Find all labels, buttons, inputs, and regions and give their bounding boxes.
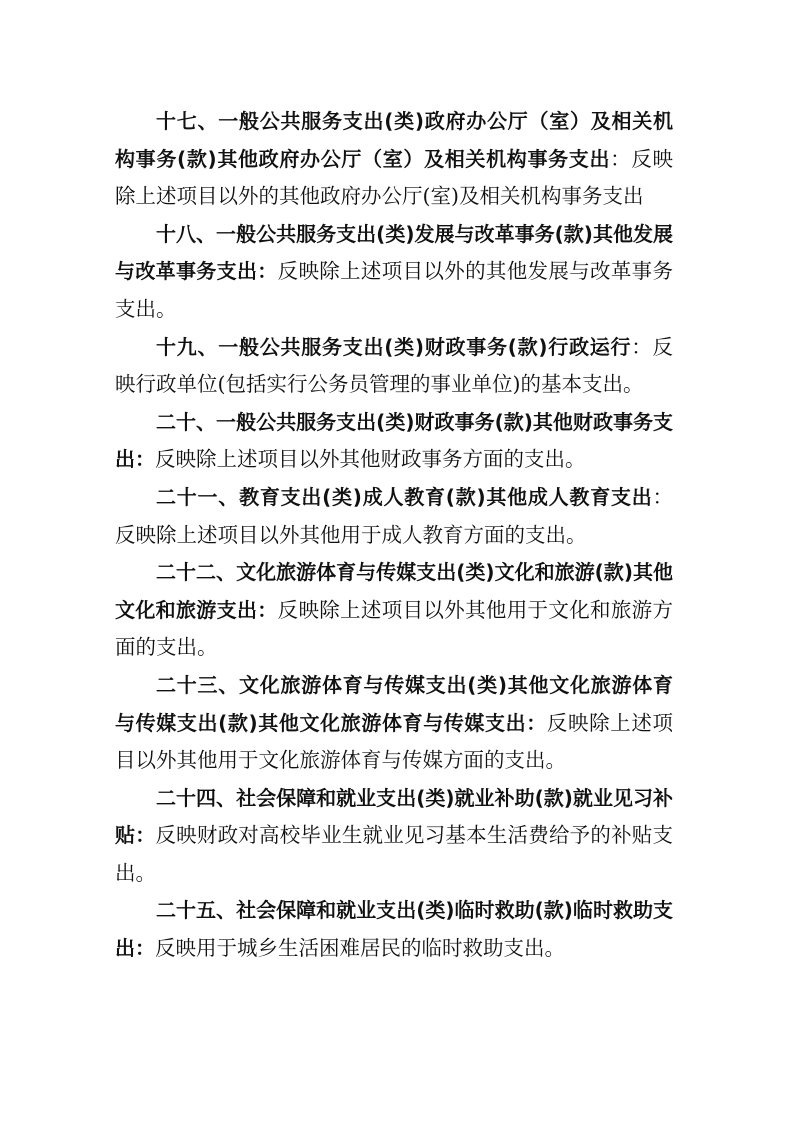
paragraph-17-heading: 十七、一般公共服务支出(类)政府办公厅（室）及相关机构事务(款)其他政府办公厅（室）及相关机构事务支出: [115, 109, 673, 171]
paragraph-24-body: 反映财政对高校毕业生就业见习基本生活费给予的补贴支出。: [115, 823, 674, 885]
paragraph-21-heading: 二十一、教育支出(类)成人教育(款)其他成人教育支出: [156, 484, 653, 509]
paragraph-17-body: ：反映除上述项目以外的其他政府办公厅(室)及相关机构事务支出: [115, 146, 674, 209]
paragraph-20: [115, 404, 673, 479]
paragraph-22-heading: 二十二、文化旅游体育与传媒支出(类)文化和旅游(款)其他文化和旅游支出：: [115, 560, 673, 622]
paragraph-25-heading: 二十五、社会保障和就业支出(类)临时救助(款)临时救助支出：: [115, 898, 673, 961]
paragraph-25: [115, 892, 673, 967]
paragraph-22: [115, 554, 673, 667]
document-page: [115, 103, 673, 968]
paragraph-23: [115, 667, 673, 780]
paragraph-23-heading: 二十三、文化旅游体育与传媒支出(类)其他文化旅游体育与传媒支出(款)其他文化旅游体育与传媒支出：: [115, 672, 673, 735]
paragraph-20-body: 反映除上述项目以外其他财政事务方面的支出。: [155, 447, 586, 472]
paragraph-18: [115, 216, 673, 329]
paragraph-24-heading: 二十四、社会保障和就业支出(类)就业补助(款)就业见习补贴：: [115, 785, 673, 848]
paragraph-17: [115, 103, 673, 216]
paragraph-18-heading: 十八、一般公共服务支出(类)发展与改革事务(款)其他发展与改革事务支出：: [115, 221, 673, 284]
paragraph-18-body: 反映除上述项目以外的其他发展与改革事务支出。: [115, 259, 674, 321]
paragraph-19-body: ：反映行政单位(包括实行公务员管理的事业单位)的基本支出。: [115, 334, 674, 397]
paragraph-24: [115, 780, 673, 893]
paragraph-25-body: 反映用于城乡生活困难居民的临时救助支出。: [155, 936, 565, 961]
paragraph-19-heading: 十九、一般公共服务支出(类)财政事务(款)行政运行: [156, 334, 632, 359]
paragraph-23-body: 反映除上述项目以外其他用于文化旅游体育与传媒方面的支出。: [115, 710, 674, 773]
paragraph-21-body: ：反映除上述项目以外其他用于成人教育方面的支出。: [115, 484, 673, 547]
paragraph-21: [115, 479, 673, 554]
paragraph-20-heading: 二十、一般公共服务支出(类)财政事务(款)其他财政事务支出：: [115, 409, 673, 472]
paragraph-22-body: 反映除上述项目以外其他用于文化和旅游方面的支出。: [115, 597, 674, 660]
paragraph-19: [115, 329, 673, 404]
